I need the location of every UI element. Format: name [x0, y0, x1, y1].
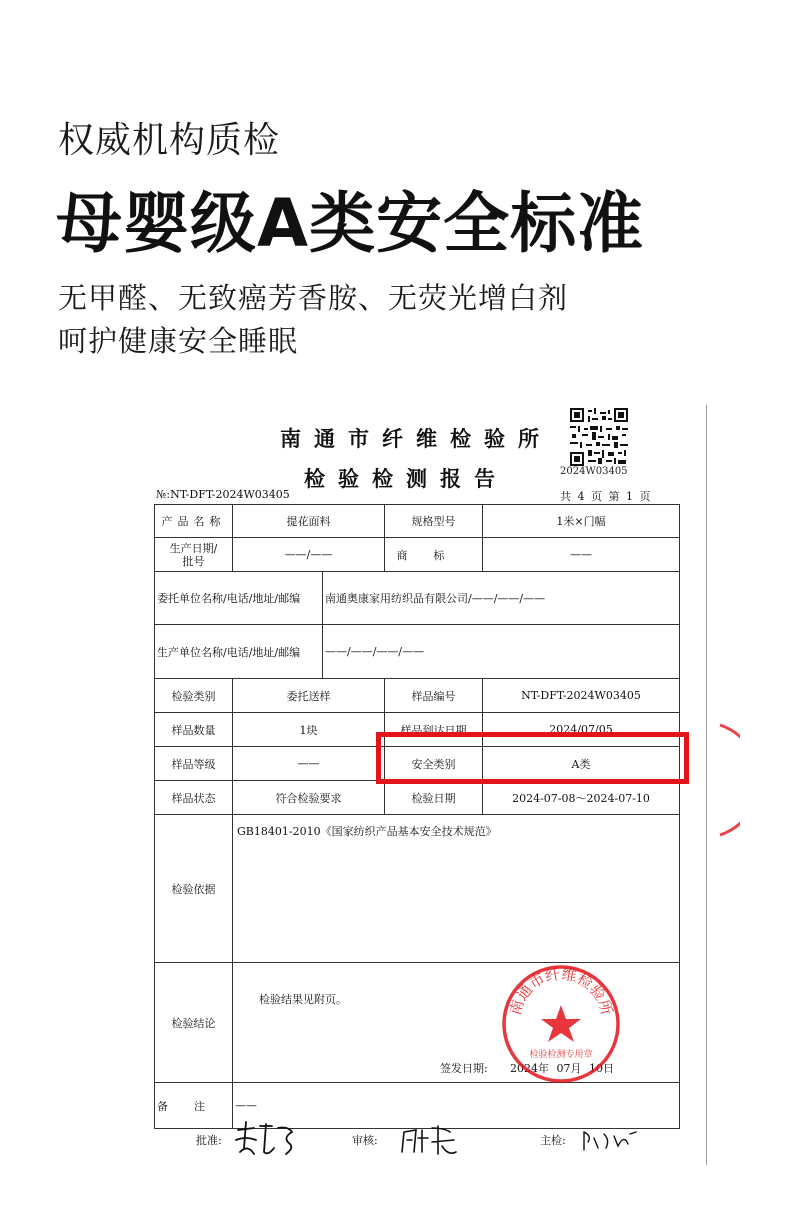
seal-star-icon	[541, 1005, 581, 1042]
table-row	[155, 538, 680, 572]
page-count: 共 4 页 第 1 页	[560, 490, 651, 503]
test-type-label: 检验类别	[155, 679, 233, 713]
client-value: 南通奥康家用纺织品有限公司/——/——/——	[323, 572, 680, 625]
sample-no-label: 样品编号	[385, 679, 483, 713]
sample-no-value: NT-DFT-2024W03405	[483, 679, 680, 713]
hero-title: 母婴级A类安全标准	[56, 185, 645, 262]
note-value: ——	[233, 1083, 680, 1129]
safety-category-highlight-box	[376, 732, 689, 784]
table-row	[155, 625, 680, 679]
product-name-label: 产品名称	[155, 505, 233, 538]
brand-value: ——	[483, 538, 680, 572]
conclusion-label: 检验结论	[155, 963, 233, 1083]
table-row	[155, 505, 680, 538]
product-name-value: 提花面料	[233, 505, 385, 538]
hero-feature-line-1: 无甲醛、无致癌芳香胺、无荧光增白剂	[58, 281, 569, 315]
test-type-value: 委托送样	[233, 679, 385, 713]
test-basis-label: 检验依据	[155, 815, 233, 963]
safety-category-label: 安全类别	[385, 747, 483, 781]
sign-date-label: 签发日期:	[440, 1062, 488, 1075]
sample-state-label: 样品状态	[155, 781, 233, 815]
sample-qty-label: 样品数量	[155, 713, 233, 747]
arrival-date-label: 样品到达日期	[385, 713, 483, 747]
brand-label: 商标	[385, 538, 483, 572]
sample-qty-value: 1块	[233, 713, 385, 747]
table-row	[155, 781, 680, 815]
partial-seal-stamp	[680, 720, 740, 840]
conclusion-value: 检验结果见附页。	[233, 963, 680, 1083]
production-date-value: ——/——	[233, 538, 385, 572]
sample-state-value: 符合检验要求	[233, 781, 385, 815]
test-date-value: 2024-07-08～2024-07-10	[483, 781, 680, 815]
spec-label: 规格型号	[385, 505, 483, 538]
sample-grade-label: 样品等级	[155, 747, 233, 781]
producer-label: 生产单位名称/电话/地址/邮编	[155, 625, 323, 679]
inspector-signature	[580, 1126, 640, 1156]
qr-code-icon	[570, 408, 628, 466]
production-date-label-line-1: 生产日期/	[169, 541, 218, 555]
sample-grade-value: ——	[233, 747, 385, 781]
table-row	[155, 679, 680, 713]
reviewer-label: 审核:	[352, 1134, 378, 1147]
arrival-date-value: 2024/07/05	[483, 713, 680, 747]
producer-value: ——/——/——/——	[323, 625, 680, 679]
seal-text: 南通市纤维检验所	[506, 964, 616, 1018]
approver-signature	[232, 1118, 300, 1160]
official-seal-stamp	[500, 963, 622, 1085]
table-row	[155, 572, 680, 625]
production-date-label-line-2: 批号	[182, 554, 205, 568]
report-title: 检验检测报告	[304, 466, 508, 491]
production-date-label	[155, 538, 233, 572]
report-number: №:NT-DFT-2024W03405	[156, 488, 290, 501]
test-basis-value: GB18401-2010《国家纺织产品基本安全技术规范》	[233, 815, 680, 963]
spec-value: 1米×门幅	[483, 505, 680, 538]
qr-code-text: 2024W03405	[560, 466, 628, 477]
seal-bottom-text: 检验检测专用章	[529, 1050, 593, 1060]
sign-date-value: 2024年 07月 10日	[510, 1062, 614, 1075]
hero-feature-line-2: 呵护健康安全睡眠	[58, 324, 299, 358]
hero-subtitle: 权威机构质检	[58, 120, 281, 161]
test-date-label: 检验日期	[385, 781, 483, 815]
safety-category-value: A类	[483, 747, 680, 781]
client-label: 委托单位名称/电话/地址/邮编	[155, 572, 323, 625]
inspector-label: 主检:	[540, 1134, 566, 1147]
approver-label: 批准:	[196, 1134, 222, 1147]
table-row	[155, 815, 680, 963]
lab-name: 南通市纤维检验所	[280, 426, 552, 451]
note-label: 备注	[155, 1083, 233, 1129]
reviewer-signature	[398, 1122, 462, 1158]
